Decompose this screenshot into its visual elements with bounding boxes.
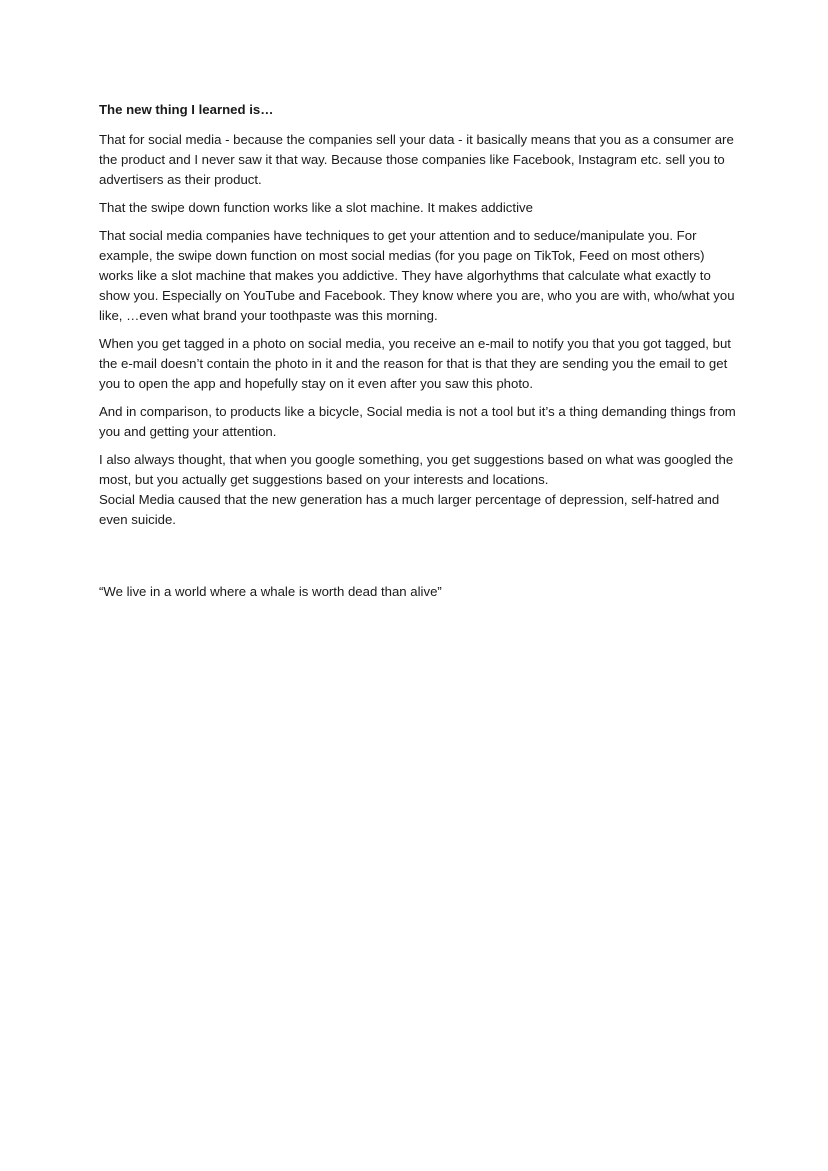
paragraph-google-suggestions: I also always thought, that when you google something, you get suggestions based on what was googled the most, but you actually get suggestions based on your interests and locations. (99, 452, 734, 487)
paragraph-depression: Social Media caused that the new generation has a much larger percentage of depression, self-hatred and even suicide. (99, 492, 720, 527)
document-heading: The new thing I learned is… (99, 102, 274, 117)
paragraph-techniques: That social media companies have techniques to get your attention and to seduce/manipulate you. For example, the swipe down function on most social medias (for you page on TikTok, Feed on most others) works like a slot machine that makes you addictive. They have algorhythms that calculate what exactly to show you. Especially on YouTube and Facebook. They know where you are, who you are with, who/what you like, …even what brand your toothpaste was this morning. (99, 228, 735, 323)
paragraph-bicycle-comparison: And in comparison, to products like a bicycle, Social media is not a tool but it’s a thing demanding things from you and getting your attention. (99, 404, 736, 439)
paragraph-slot-machine: That the swipe down function works like a slot machine. It makes addictive (99, 200, 533, 215)
spacer (99, 538, 739, 582)
paragraph-tagged-photo: When you get tagged in a photo on social media, you receive an e-mail to notify you that you got tagged, but the e-mail doesn’t contain the photo in it and the reason for that is that they are sending you the email to get you to open the app and hopefully stay on it even after you saw this photo. (99, 336, 731, 391)
closing-quote: “We live in a world where a whale is worth dead than alive” (99, 584, 442, 599)
paragraph-consumer-product: That for social media - because the companies sell your data - it basically means that you as a consumer are the product and I never saw it that way. Because those companies like Facebook, Instagram etc. sell you to advertisers as their product. (99, 132, 734, 187)
document-body (99, 100, 739, 602)
